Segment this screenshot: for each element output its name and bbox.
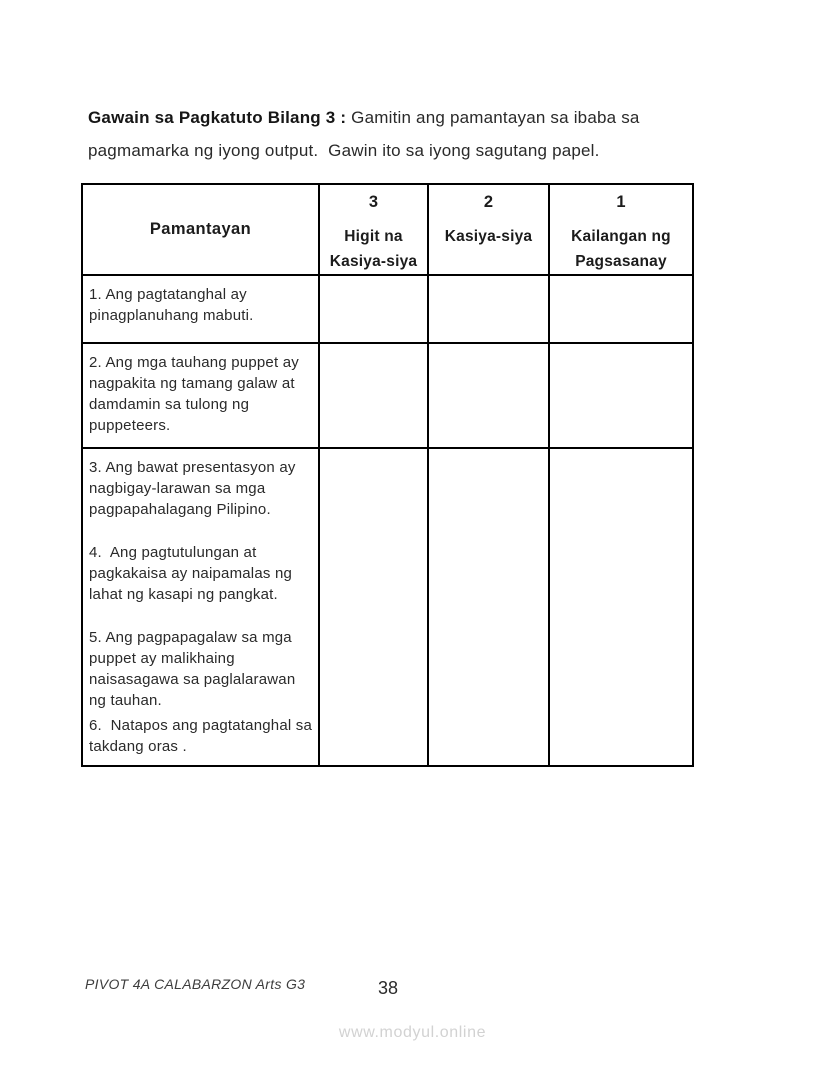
criteria-item-3: 3. Ang bawat presentasyon ay nagbigay-larawan sa mga pagpapahalagang Pilipino.: [89, 459, 300, 518]
rating-cell: [428, 343, 549, 448]
rating-cell: [428, 448, 549, 766]
criteria-column-header: Pamantayan: [82, 184, 319, 275]
rating-cell: [319, 448, 428, 766]
rating-column-header-1: [549, 184, 693, 275]
criteria-item-6: 6. Natapos ang pagtatanghal sa takdang oras .: [89, 717, 317, 755]
rating-score-3: 3: [368, 193, 379, 211]
rating-cell: [549, 448, 693, 766]
rating-score-1: 1: [616, 193, 626, 211]
rating-cell: [549, 275, 693, 343]
activity-heading: [88, 101, 716, 167]
criteria-cell-2: [82, 343, 319, 448]
rating-label-3: Higit na Kasiya-siya: [329, 228, 418, 270]
rating-cell: [549, 343, 693, 448]
rating-cell: [428, 275, 549, 343]
criteria-item-2: 2. Ang mga tauhang puppet ay nagpakita ng tamang galaw at damdamin sa tulong ng puppeteers.: [89, 354, 304, 434]
rating-column-header-2: [428, 184, 549, 275]
rating-cell: [319, 343, 428, 448]
rating-score-2: 2: [483, 193, 494, 211]
criteria-cell-3-6: [82, 448, 319, 766]
criteria-item-4: 4. Ang pagtutulungan at pagkakaisa ay naipamalas ng lahat ng kasapi ng pangkat.: [89, 544, 297, 603]
watermark-url: www.modyul.online: [338, 1024, 487, 1041]
footer-source-label: PIVOT 4A CALABARZON Arts G3: [85, 976, 306, 992]
activity-heading-title: Gawain sa Pagkatuto Bilang 3 :: [88, 108, 347, 127]
page-number: 38: [378, 978, 399, 998]
criteria-item-5: 5. Ang pagpapagalaw sa mga puppet ay malikhaing naisasagawa sa paglalarawan ng tauhan.: [89, 629, 300, 709]
criteria-item-1: 1. Ang pagtatanghal ay pinagplanuhang mabuti.: [89, 286, 254, 324]
rating-column-header-3: [319, 184, 428, 275]
rating-cell: [319, 275, 428, 343]
rubric-header-row: [82, 184, 693, 275]
rubric-row-2: [82, 343, 693, 448]
rubric-row-1: [82, 275, 693, 343]
criteria-cell-1: [82, 275, 319, 343]
rubric-table: [81, 183, 694, 767]
rating-label-2: Kasiya-siya: [444, 228, 533, 245]
rubric-row-3: [82, 448, 693, 766]
activity-heading-instructions: Gamitin ang pamantayan sa ibaba sa pagmamarka ng iyong output. Gawin ito sa iyong sagutang papel.: [88, 108, 645, 160]
rating-label-1: Kailangan ng Pagsasanay: [571, 228, 671, 270]
